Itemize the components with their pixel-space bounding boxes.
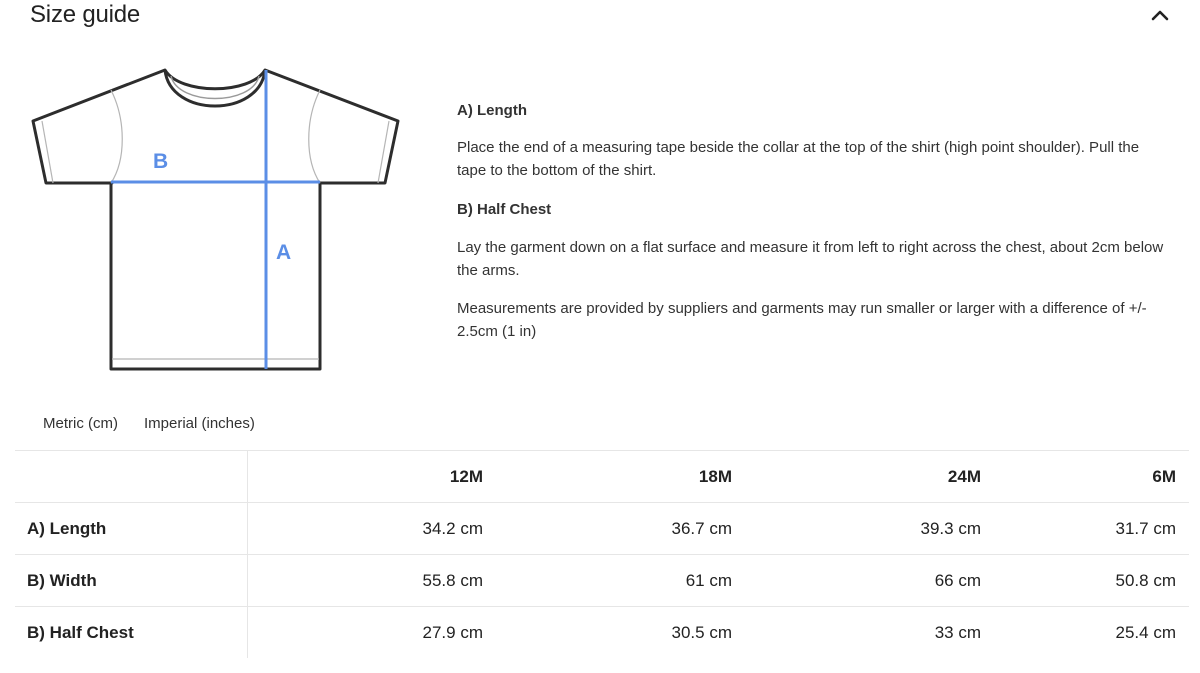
row-label: B) Half Chest [15,607,248,659]
label-b: B [153,150,169,173]
tshirt-outline [33,70,398,369]
size-guide-title: Size guide [30,1,141,28]
table-row [15,607,1189,659]
table-corner-cell [15,451,248,503]
measurement-disclaimer: Measurements are provided by suppliers and garments may run smaller or larger with a difference of +/- 2.5cm (1 in) [457,300,1147,340]
table-cell: 34.2 cm [248,503,498,555]
column-header: 12M [248,451,498,503]
table-row [15,503,1189,555]
table-cell: 66 cm [746,555,995,607]
length-heading: A) Length [457,102,527,119]
column-header: 24M [746,451,995,503]
table-cell: 61 cm [497,555,746,607]
unit-tabs [30,412,268,438]
table-cell: 30.5 cm [497,607,746,659]
table-cell: 50.8 cm [995,555,1189,607]
half-chest-heading: B) Half Chest [457,201,552,218]
collapse-button[interactable] [1145,2,1175,28]
table-cell: 31.7 cm [995,503,1189,555]
chevron-up-icon [1150,8,1170,22]
column-header: 18M [497,451,746,503]
label-a: A [276,241,292,264]
row-label: B) Width [15,555,248,607]
table-cell: 55.8 cm [248,555,498,607]
column-header: 6M [995,451,1189,503]
table-row [15,555,1189,607]
table-cell: 36.7 cm [497,503,746,555]
length-instructions: Place the end of a measuring tape beside the collar at the top of the shirt (high point shoulder). Pull the tape to the bottom of the shirt. [457,139,1140,179]
size-table [15,450,1189,658]
table-cell: 39.3 cm [746,503,995,555]
tshirt-diagram [30,66,402,376]
table-cell: 27.9 cm [248,607,498,659]
tab-imperial[interactable]: Imperial (inches) [144,415,255,432]
table-header-row [15,451,1189,503]
table-cell: 25.4 cm [995,607,1189,659]
half-chest-instructions: Lay the garment down on a flat surface and measure it from left to right across the chest, about 2cm below the arms. [457,239,1164,279]
row-label: A) Length [15,503,248,555]
tab-metric[interactable]: Metric (cm) [43,415,118,432]
table-cell: 33 cm [746,607,995,659]
